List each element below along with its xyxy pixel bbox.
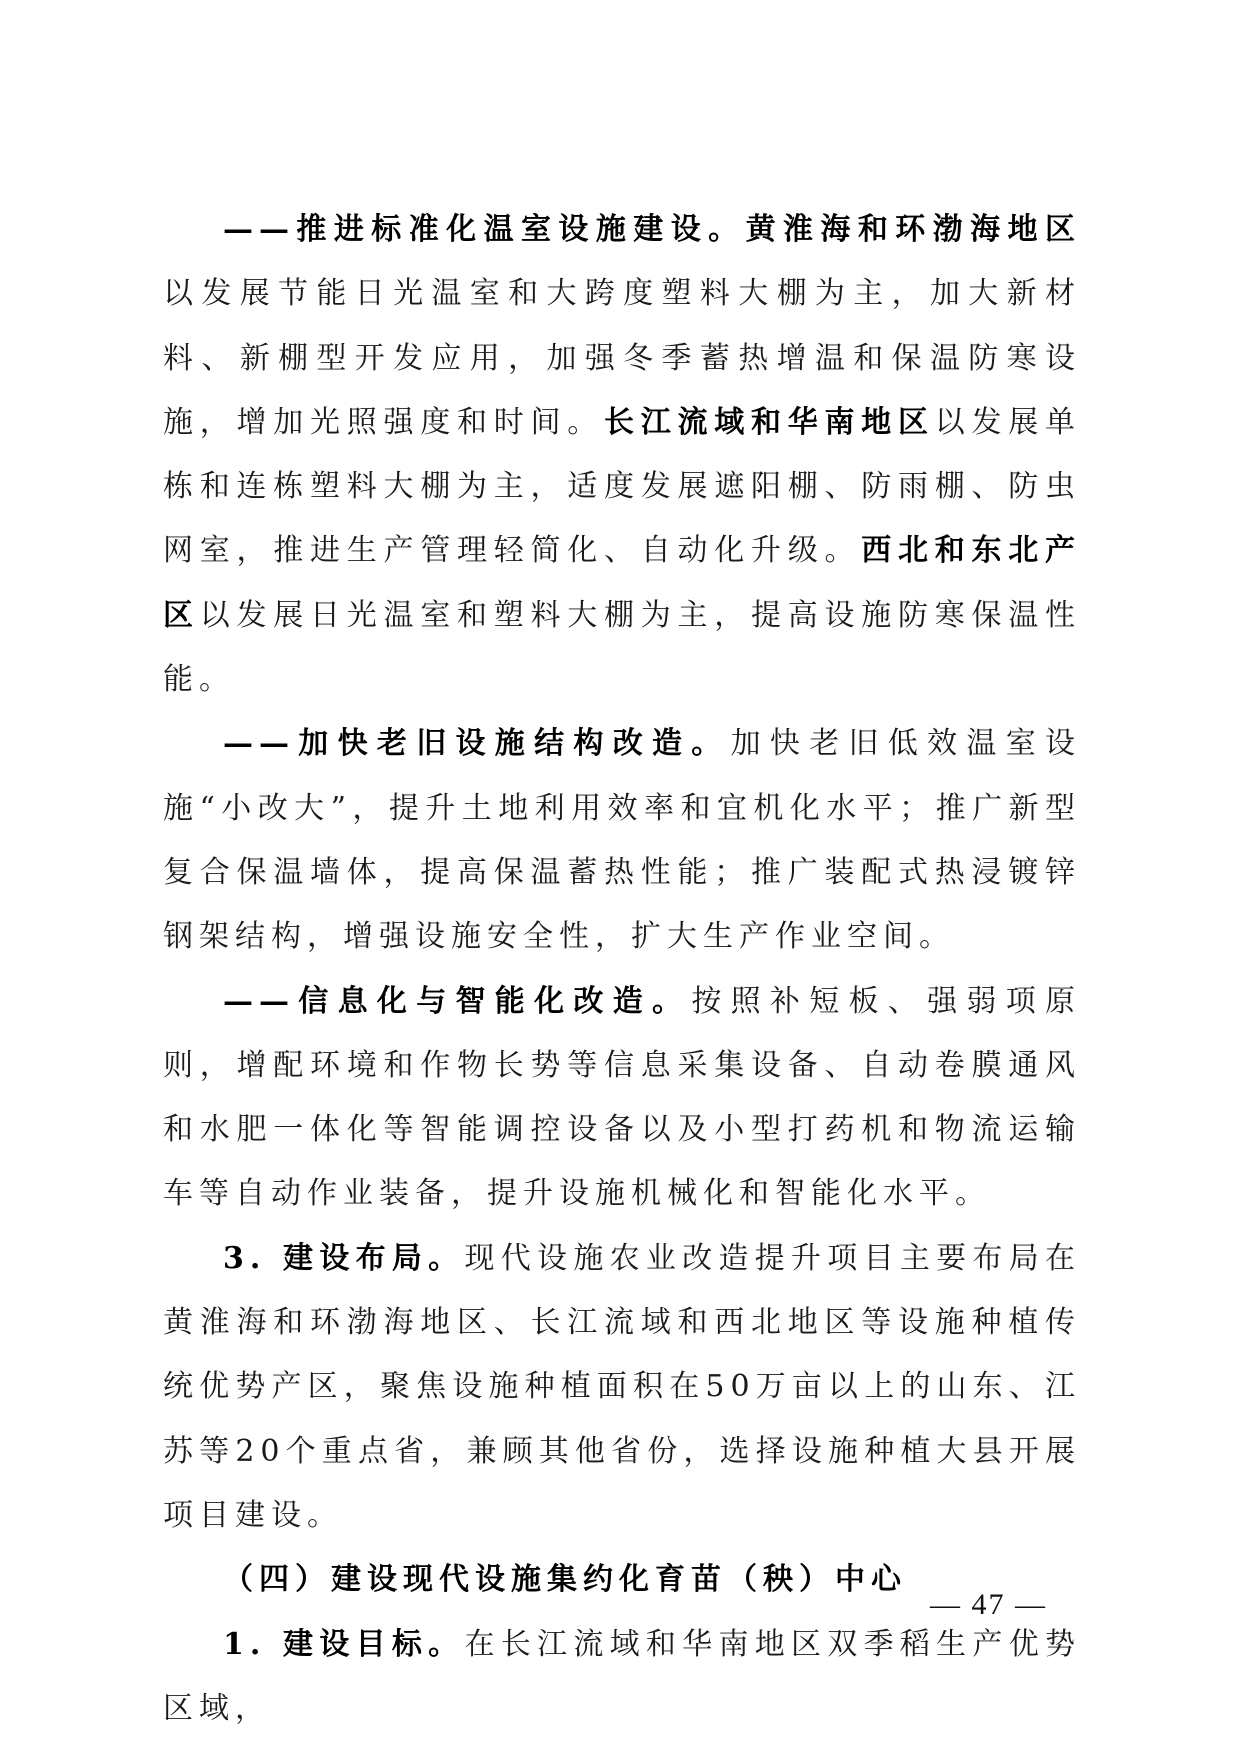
paragraph-intelligent: [163, 970, 1081, 1227]
paragraph-layout: [163, 1227, 1081, 1548]
region-northwest-northeast: 西北和东北产区: [163, 533, 1081, 633]
text-huanghuaihai: 以发展节能日光温室和大跨度塑料大棚为主，加大新材料、新棚型开发应用，加强冬季蓄热增温和保温防寒设施，增加光照强度和时间。: [163, 276, 1081, 440]
text-goal: 在长江流域和华南地区双季稻生产优势区域，: [163, 1626, 1082, 1726]
region-huanghuaihai: 黄淮海和环渤海地区: [745, 212, 1082, 247]
heading-old-facility: ——加快老旧设施结构改造。: [223, 726, 731, 762]
heading-goal: 1. 建设目标。: [223, 1626, 465, 1662]
paragraph-goal: [163, 1613, 1081, 1742]
text-northwest-northeast: 以发展日光温室和塑料大棚为主，提高设施防寒保温性能。: [163, 597, 1081, 698]
heading-intelligent: ——信息化与智能化改造。: [223, 983, 692, 1019]
text-intelligent: 按照补短板、强弱项原则，增配环境和作物长势等信息采集设备、自动卷膜通风和水肥一体化等智能调控设备以及小型打药机和物流运输车等自动作业装备，提升设施机械化和智能化水平。: [163, 983, 1082, 1212]
body-text: [163, 198, 1081, 1741]
text-changjiang: 以发展单栋和连栋塑料大棚为主，适度发展遮阳棚、防雨棚、防虫网室，推进生产管理轻简化、自动化升级。: [163, 404, 1081, 569]
heading-layout: 3. 建设布局。: [223, 1240, 465, 1276]
region-changjiang: 长江流域和华南地区: [604, 404, 935, 440]
paragraph-standard-greenhouse: [163, 198, 1081, 712]
text-old-facility: 加快老旧低效温室设施“小改大”，提升土地利用效率和宜机化水平；推广新型复合保温墙体，提高保温蓄热性能；推广装配式热浸镀锌钢架结构，增强设施安全性，扩大生产作业空间。: [163, 726, 1082, 955]
heading-standard-greenhouse: ——推进标准化温室设施建设。: [223, 212, 746, 247]
heading-seedling-center: （四）建设现代设施集约化育苗（秧）中心: [223, 1562, 907, 1598]
text-layout: 现代设施农业改造提升项目主要布局在黄淮海和环渤海地区、长江流域和西北地区等设施种植传统优势产区，聚焦设施种植面积在50万亩以上的山东、江苏等20个重点省，兼顾其他省份，选择设施种植大县开展项目建设。: [163, 1240, 1082, 1533]
page-number: — 47 —: [930, 1588, 1047, 1621]
paragraph-old-facility: [163, 712, 1081, 969]
